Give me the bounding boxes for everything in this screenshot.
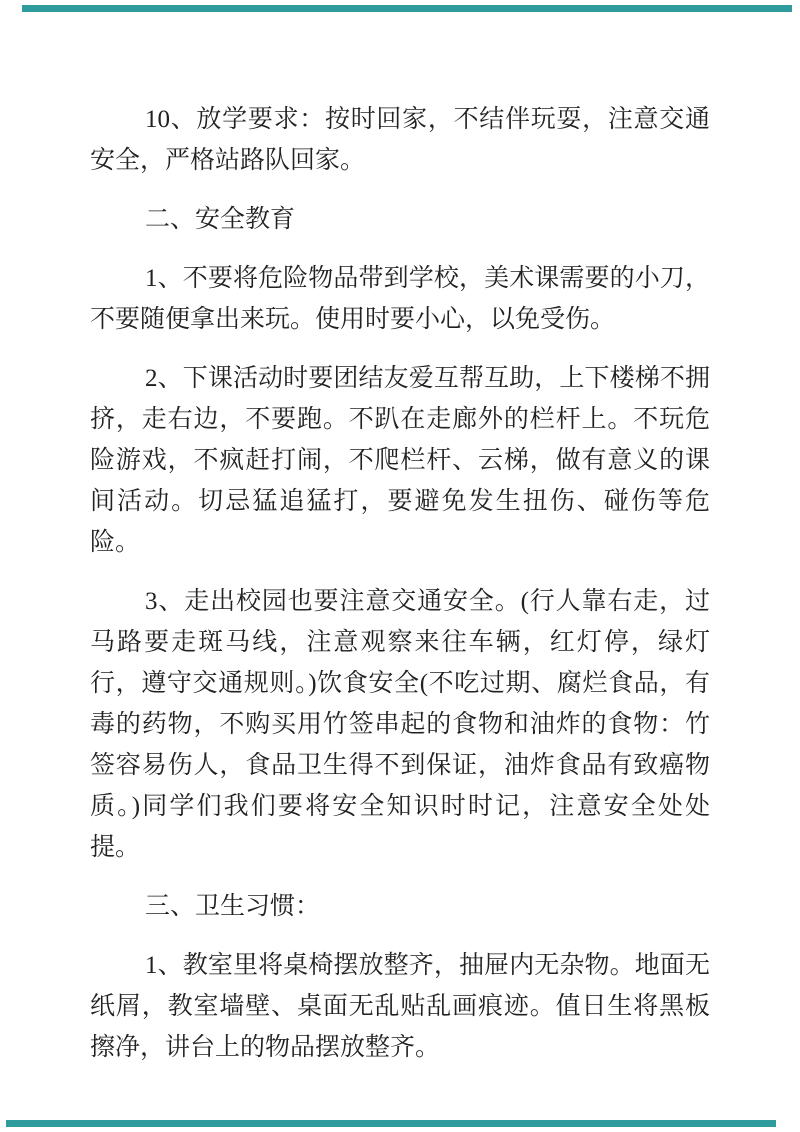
heading-safety-education: 二、安全教育: [145, 206, 296, 233]
paragraph-dangerous-items: 1、不要将危险物品带到学校，美术课需要的小刀，不要随便拿出来玩。使用时要小心，以免受伤。: [90, 265, 710, 333]
paragraph-traffic-food-safety: 3、走出校园也要注意交通安全。(行人靠右走，过马路要走斑马线，注意观察来往车辆，红灯停，绿灯行，遵守交通规则。)饮食安全(不吃过期、腐烂食品，有毒的药物，不购买用竹签串起的食物和油炸的食物：竹签容易伤人，食品卫生得不到保证，油炸食品有致癌物质。)同学们我们要将安全知识时时记，注意安全处处提。: [90, 588, 710, 861]
bottom-accent-bar: [6, 1120, 776, 1127]
paragraph-recess-activities: 2、下课活动时要团结友爱互帮互助，上下楼梯不拥挤，走右边，不要跑。不趴在走廊外的栏杆上。不玩危险游戏，不疯赶打闹，不爬栏杆、云梯，做有意义的课间活动。切忌猛追猛打，要避免发生扭伤、碰伤等危险。: [90, 365, 710, 556]
paragraph-dismissal-rules: 10、放学要求：按时回家，不结伴玩耍，注意交通安全，严格站路队回家。: [90, 106, 710, 174]
paragraph-classroom-tidiness: 1、教室里将桌椅摆放整齐，抽屉内无杂物。地面无纸屑，教室墙壁、桌面无乱贴乱画痕迹。值日生将黑板擦净，讲台上的物品摆放整齐。: [90, 952, 710, 1061]
document-body: [90, 0, 710, 1086]
heading-hygiene-habits: 三、卫生习惯：: [145, 893, 321, 920]
